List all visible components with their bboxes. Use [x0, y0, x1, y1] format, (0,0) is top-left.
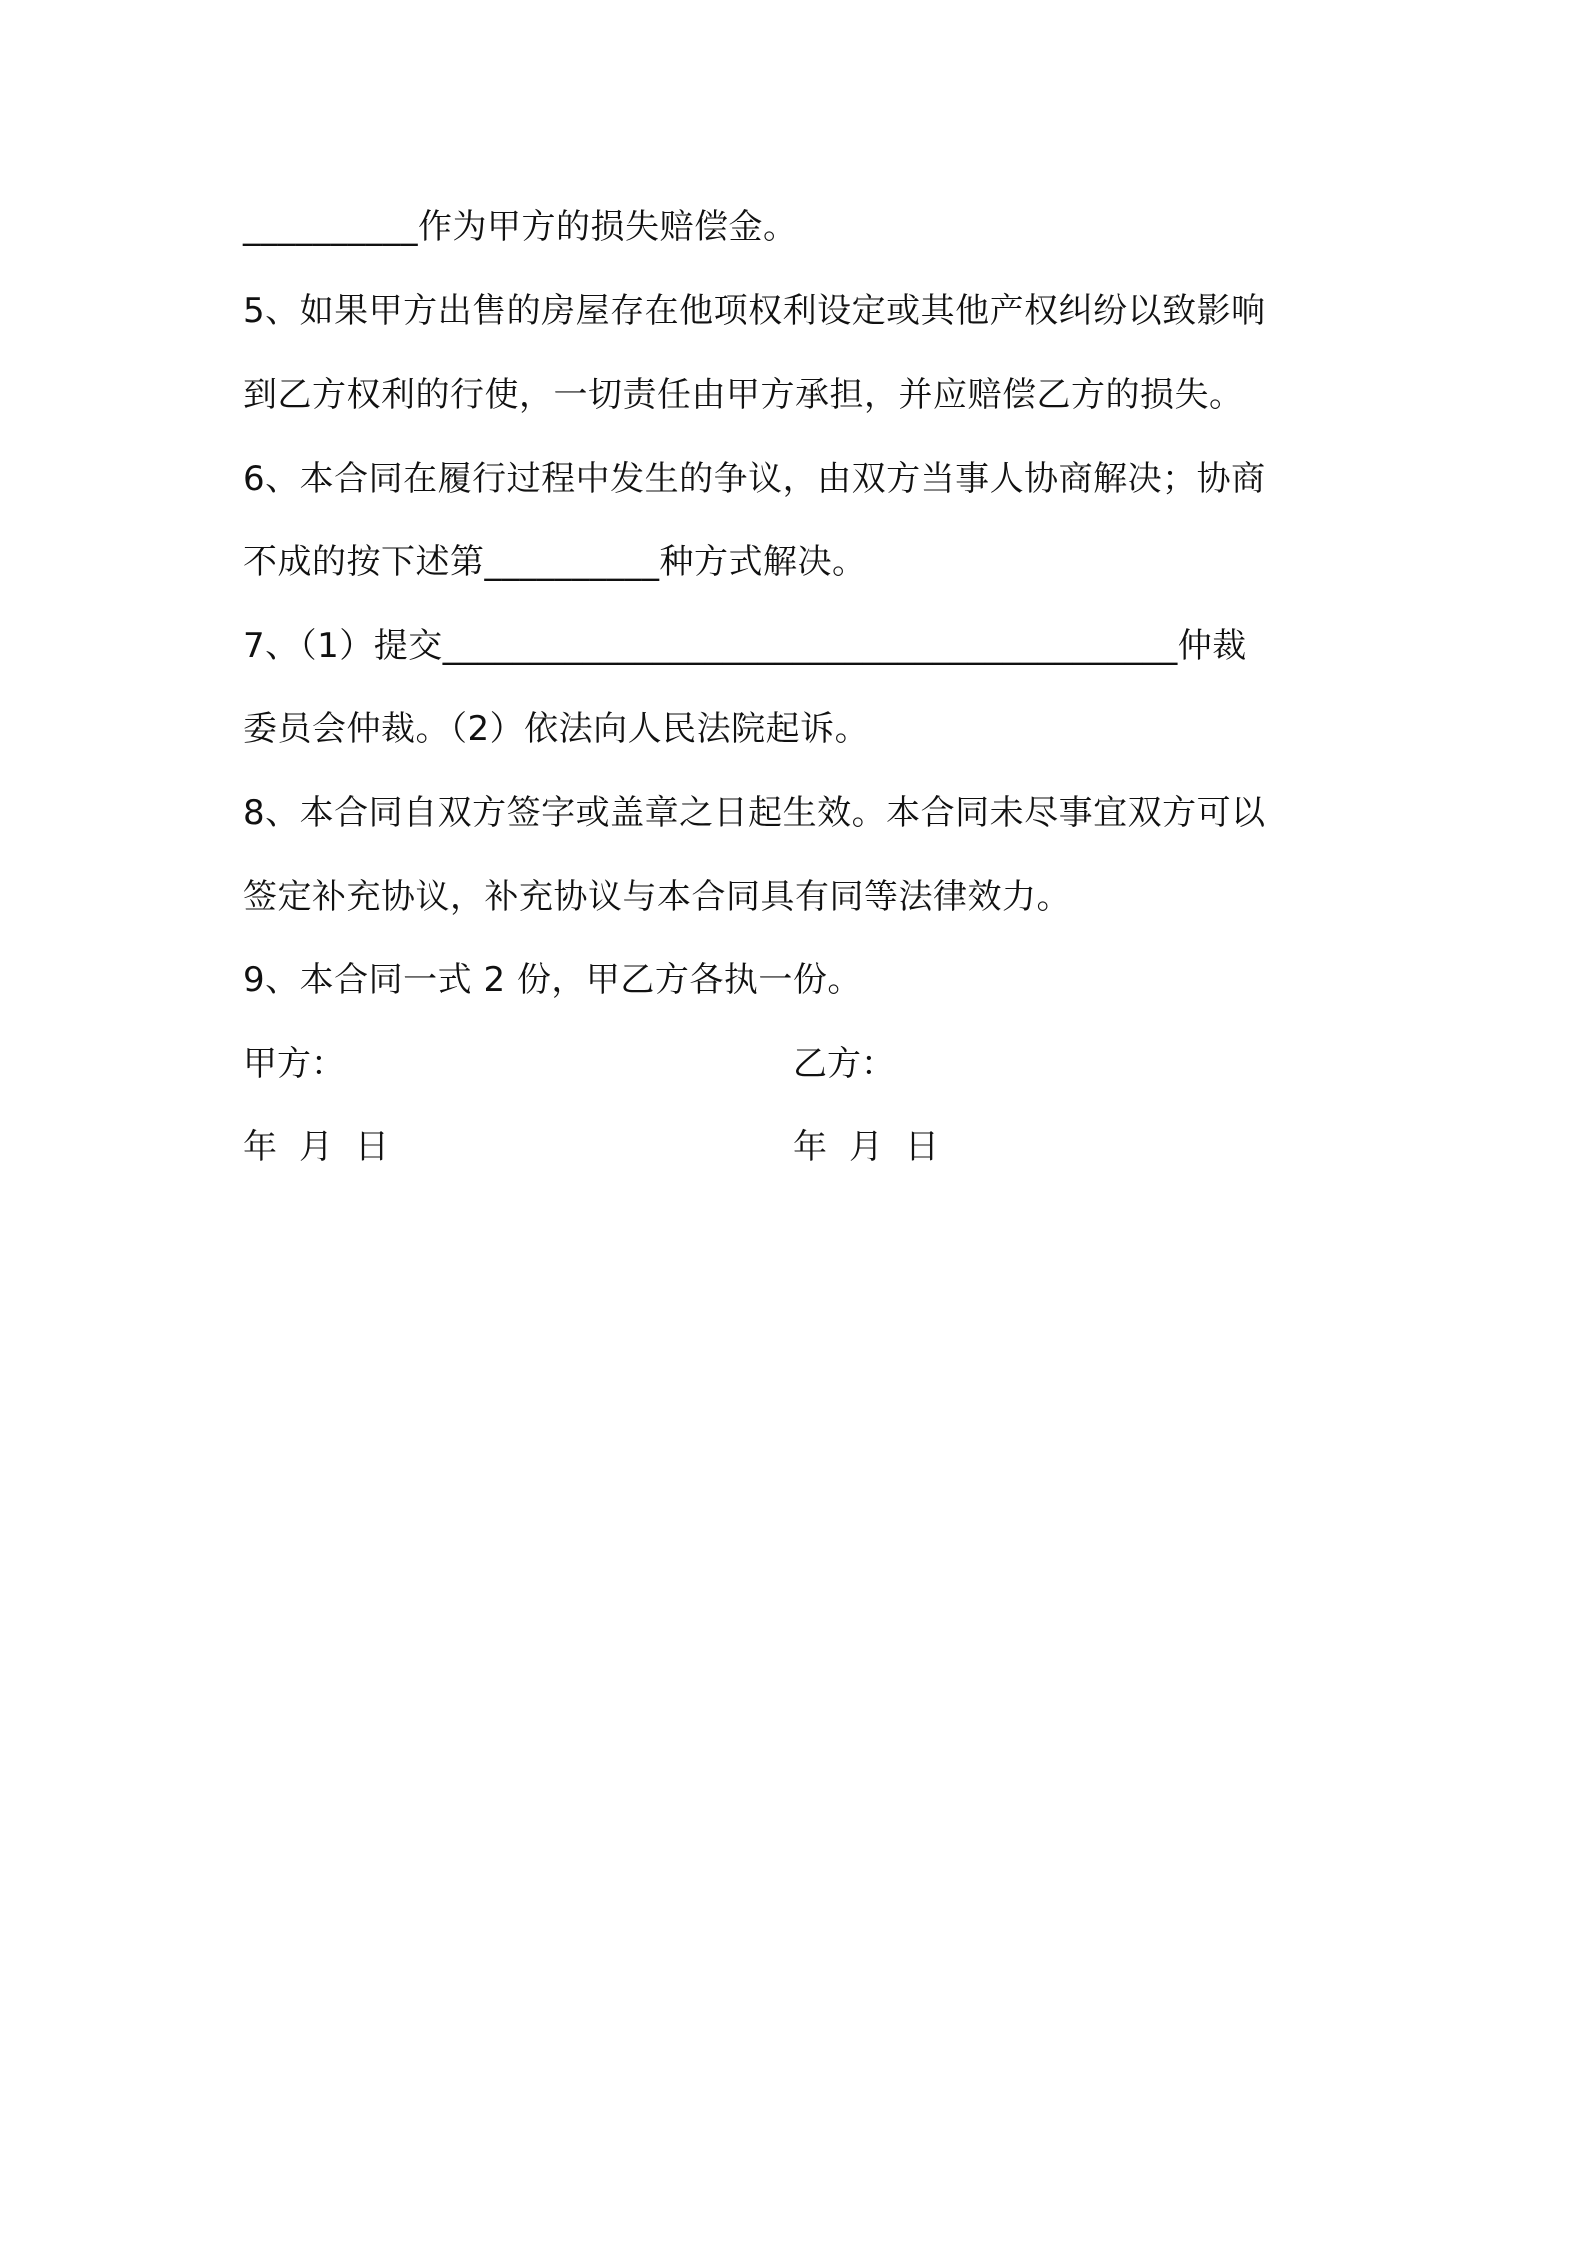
clause-5-line-2: 到乙方权利的行使，一切责任由甲方承担，并应赔偿乙方的损失。 [243, 375, 1244, 415]
clause-6-line-1: 6、本合同在履行过程中发生的争议，由双方当事人协商解决；协商 [243, 459, 1266, 499]
party-a-month: 月 [299, 1127, 333, 1167]
clause-8-line-1: 8、本合同自双方签字或盖章之日起生效。本合同未尽事宜双方可以 [243, 793, 1266, 833]
clause-8-line-2: 签定补充协议，补充协议与本合同具有同等法律效力。 [243, 877, 1071, 917]
party-b-date [793, 1125, 961, 1169]
clause-6-line-2: 不成的按下述第__________种方式解决。 [243, 542, 867, 582]
party-a-date [243, 1125, 411, 1169]
compensation-line: __________作为甲方的损失赔偿金。 [243, 207, 798, 247]
clause-7-line-1: 7、（1）提交__________________________________________仲裁 [243, 626, 1247, 666]
party-b-year: 年 [793, 1127, 827, 1167]
party-b-label: 乙方： [793, 1044, 895, 1084]
party-a-day: 日 [355, 1127, 389, 1167]
clause-7-line-2: 委员会仲裁。（2）依法向人民法院起诉。 [243, 709, 870, 749]
party-a-year: 年 [243, 1127, 277, 1167]
clause-9-line: 9、本合同一式 2 份，甲乙方各执一份。 [243, 960, 862, 1000]
party-a-label: 甲方： [243, 1044, 345, 1084]
clause-5-line-1: 5、如果甲方出售的房屋存在他项权利设定或其他产权纠纷以致影响 [243, 291, 1266, 331]
party-b-month: 月 [849, 1127, 883, 1167]
party-b-day: 日 [905, 1127, 939, 1167]
